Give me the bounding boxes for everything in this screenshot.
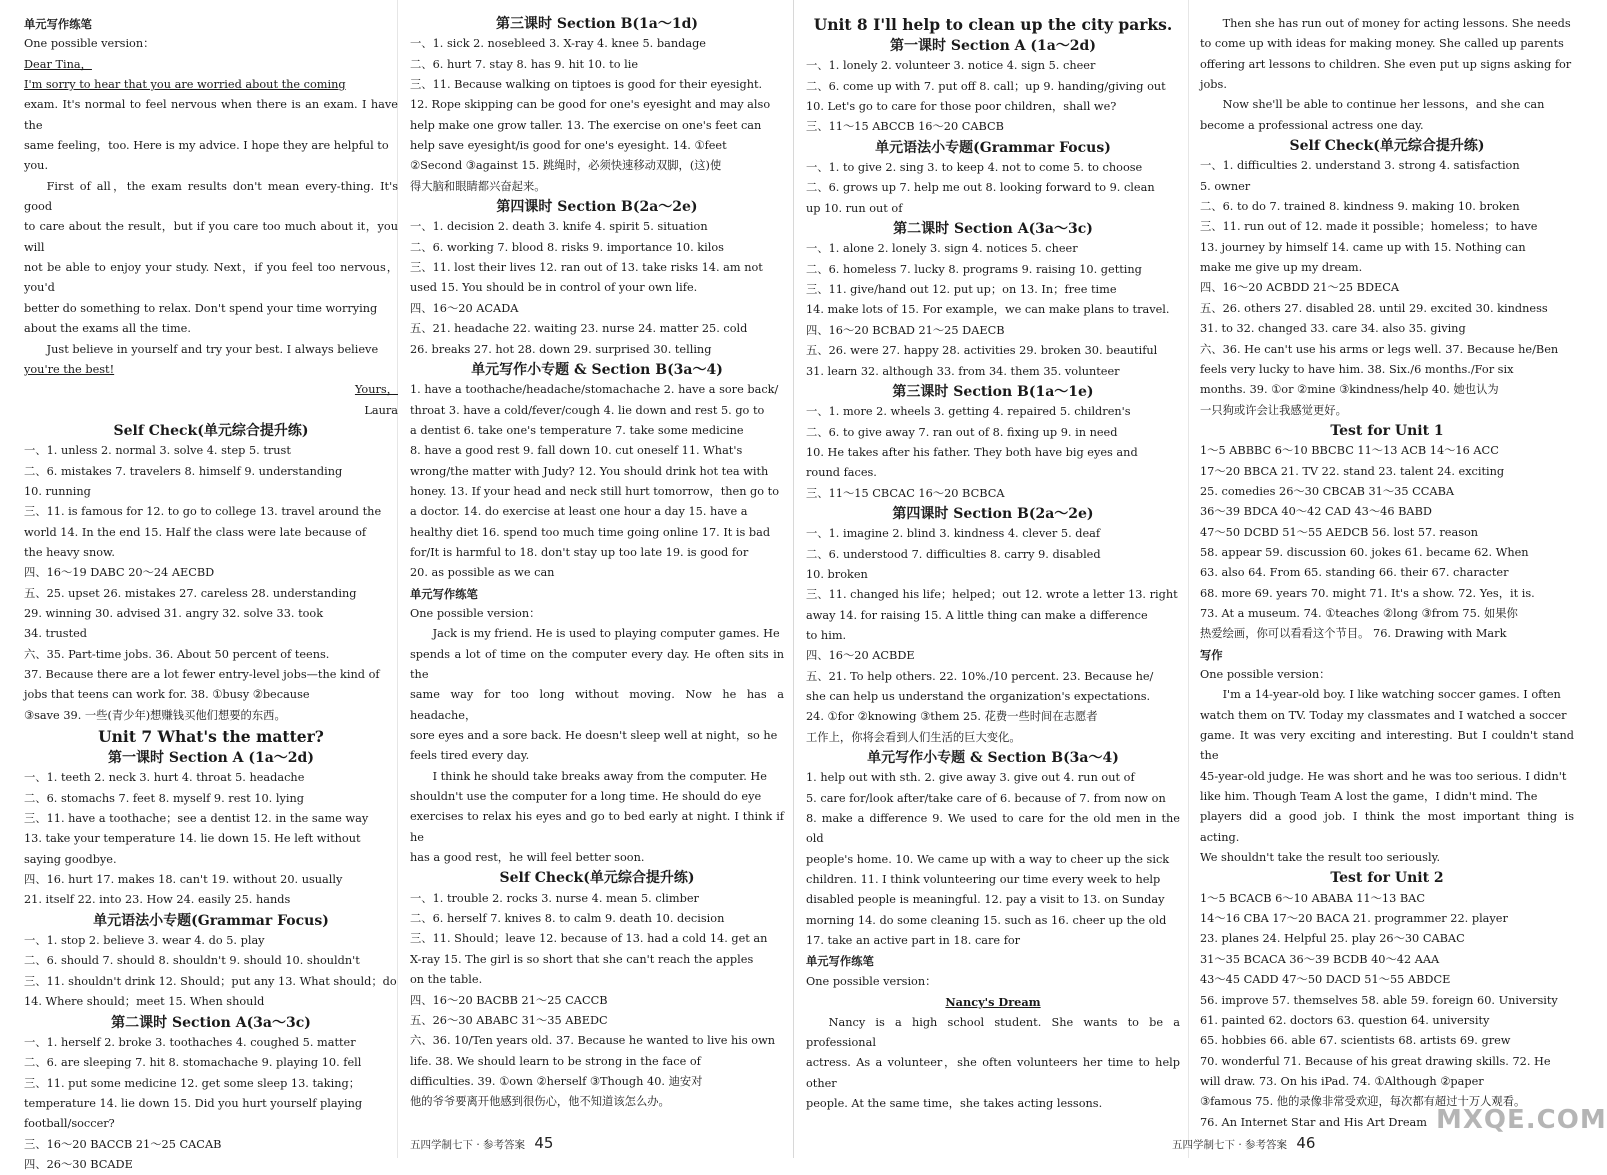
text-line: 1～5 ABBBC 6～10 BBCBC 11～13 ACB 14～16 ACC xyxy=(1200,444,1499,458)
text-line: throat 3. have a cold/fever/cough 4. lie down and rest 5. go to xyxy=(410,403,765,417)
text-line: 四、16～20 ACADA xyxy=(410,301,519,315)
text-line: 12. Rope skipping can be good for one's eyesight and may also xyxy=(410,98,771,112)
section-label: 单元写作练笔 xyxy=(410,586,478,601)
text-line: 13. take your temperature 14. lie down 15. He left without xyxy=(24,832,361,846)
text-line: 五、26. were 27. happy 28. activities 29. broken 30. beautiful xyxy=(806,344,1158,358)
text-line: 三、11. put some medicine 12. get some sleep 13. taking； xyxy=(24,1076,360,1090)
text-line: 四、16～19 DABC 20～24 AECBD xyxy=(24,566,215,580)
text-line: for/It is harmful to 18. don't stay up too late 19. is good for xyxy=(410,545,749,559)
text-line: world 14. In the end 15. Half the class were late because of xyxy=(24,525,367,539)
text-line: 他的爷爷要离开他感到很伤心，他不知道该怎么办。 xyxy=(410,1095,670,1109)
section-heading: 单元写作小专题 & Section B(3a～4) xyxy=(867,750,1119,767)
text-line: difficulties. 39. ①own ②herself ③Though 40. 迪安对 xyxy=(410,1074,703,1088)
text-line: 三、11. Because walking on tiptoes is good for their eyesight. xyxy=(410,78,763,92)
text-line: on the table. xyxy=(410,973,483,987)
text-line: 10. Let's go to care for those poor children，shall we? xyxy=(806,100,1117,114)
text-line: First of all，the exam results don't mean every-thing. It's good xyxy=(24,179,398,214)
text-line: We shouldn't take the result too seriously. xyxy=(1200,851,1441,865)
text-line: 31～35 BCACA 36～39 BCDB 40～42 AAA xyxy=(1200,952,1440,966)
text-line: 43～45 CADD 47～50 DACD 51～55 ABDCE xyxy=(1200,973,1451,987)
page-number: 46 xyxy=(1296,1134,1316,1152)
text-line: become a professional actress one day. xyxy=(1200,118,1424,132)
text-line: you're the best! xyxy=(24,362,115,376)
section-label: 单元写作练笔 xyxy=(806,954,874,969)
text-line: 73. At a museum. 74. ①teaches ②long ③from 75. 如果你 xyxy=(1200,606,1518,620)
section-heading: 第三课时 Section B(1a～1e) xyxy=(892,383,1094,400)
text-line: up 10. run out of xyxy=(806,201,903,215)
text-line: 23. planes 24. Helpful 25. play 26～30 CABAC xyxy=(1200,932,1465,946)
text-line: you. xyxy=(24,159,49,173)
section-heading: 单元写作小专题 & Section B(3a～4) xyxy=(471,361,723,378)
text-line: 三、11. give/hand out 12. put up；on 13. In；free time xyxy=(806,283,1117,297)
text-line: 三、11. have a toothache；see a dentist 12. in the same way xyxy=(24,812,369,826)
text-line: I think he should take breaks away from the computer. He xyxy=(432,769,767,783)
text-line: children. 11. I think volunteering our time every week to help xyxy=(806,873,1161,887)
text-line: 四、16～20 ACBDD 21～25 BDECA xyxy=(1200,281,1400,295)
site-watermark: MXQE.COM xyxy=(1436,1105,1607,1135)
text-line: 31. learn 32. although 33. from 34. them 35. volunteer xyxy=(806,364,1120,378)
text-line: a doctor. 14. do exercise at least one hour a day 15. have a xyxy=(410,505,748,519)
text-line: Yours， xyxy=(354,383,398,397)
text-line: spends a lot of time on the computer every day. He often sits in the xyxy=(410,647,784,681)
unit-title: Unit 8 I'll help to clean up the city parks. xyxy=(813,15,1173,34)
answer-column-3 xyxy=(806,14,1180,1132)
text-line: 47～50 DCBD 51～55 AEDCB 56. lost 57. reason xyxy=(1200,525,1479,539)
text-line: same way for too long without moving. Now he has a headache， xyxy=(410,688,784,722)
section-heading: 单元语法小专题(Grammar Focus) xyxy=(93,912,329,929)
text-line: 热爱绘画，你可以看看这个节目。 76. Drawing with Mark xyxy=(1200,627,1507,641)
section-heading: Self Check(单元综合提升练) xyxy=(499,870,695,887)
text-line: about the exams all the time. xyxy=(24,322,191,336)
text-line: 二、6. should 7. should 8. shouldn't 9. should 10. shouldn't xyxy=(24,954,360,968)
section-heading: 第四课时 Section B(2a～2e) xyxy=(892,505,1094,522)
text-line: feels tired every day. xyxy=(410,749,530,763)
text-line: feels very lucky to have him. 38. Six./6 months./For six xyxy=(1200,362,1514,376)
text-line: healthy diet 16. spend too much time going online 17. It is bad xyxy=(410,525,771,539)
text-line: 二、6. mistakes 7. travelers 8. himself 9. understanding xyxy=(24,464,343,478)
answer-column-4 xyxy=(1200,14,1574,1132)
text-line: 10. broken xyxy=(806,567,868,581)
text-line: Just believe in yourself and try your best. I always believe xyxy=(46,342,379,356)
text-line: 二、6. understood 7. difficulties 8. carry 9. disabled xyxy=(806,547,1101,561)
page-footer-right xyxy=(1172,1134,1315,1152)
text-line: 二、6. stomachs 7. feet 8. myself 9. rest 10. lying xyxy=(24,791,304,805)
text-line: I'm a 14-year-old boy. I like watching soccer games. I often xyxy=(1222,688,1561,702)
text-line: 一、1. difficulties 2. understand 3. strong 4. satisfaction xyxy=(1200,159,1520,173)
section-heading: Test for Unit 2 xyxy=(1330,870,1444,887)
unit-title: Unit 7 What's the matter? xyxy=(98,727,324,747)
text-line: like him. Though Team A lost the game，I didn't mind. The xyxy=(1200,790,1538,804)
text-line: 37. Because there are a lot fewer entry-level jobs—the kind of xyxy=(24,668,380,681)
footer-label: 五四学制七下 · 参考答案 xyxy=(410,1139,526,1151)
text-line: 65. hobbies 66. able 67. scientists 68. artists 69. grew xyxy=(1200,1034,1511,1048)
text-line: 四、16～20 ACBDE xyxy=(806,649,915,663)
text-line: Then she has run out of money for acting lessons. She needs xyxy=(1222,17,1571,30)
text-line: One possible version： xyxy=(410,606,541,620)
text-line: 76. An Internet Star and His Art Dream xyxy=(1200,1115,1428,1129)
text-line: disabled people is meaningful. 12. pay a visit to 13. on Sunday xyxy=(806,893,1165,907)
text-line: 一、1. to give 2. sing 3. to keep 4. not to come 5. to choose xyxy=(806,161,1143,175)
text-line: actress. As a volunteer，she often volunteers her time to help other xyxy=(806,1056,1180,1090)
text-line: 二、6. come up with 7. put off 8. call；up 9. handing/giving out xyxy=(806,79,1166,93)
text-line: wrong/the matter with Judy? 12. You should drink hot tea with xyxy=(410,464,769,478)
text-line: 二、6. to do 7. trained 8. kindness 9. making 10. broken xyxy=(1200,200,1520,214)
text-line: better do something to relax. Don't spend your time worrying xyxy=(24,301,378,315)
text-line: 五、21. To help others. 22. 10%./10 percent. 23. Because he/ xyxy=(806,669,1154,683)
text-line: make me give up my dream. xyxy=(1200,261,1363,275)
section-heading: 第二课时 Section A(3a～3c) xyxy=(111,1014,311,1031)
section-label: 单元写作练笔 xyxy=(24,17,92,31)
text-line: 三、11～15 ABCCB 16～20 CABCB xyxy=(806,120,1004,134)
text-line: help save eyesight/is good for one's eyesight. 14. ①feet xyxy=(410,139,727,153)
text-line: game. It was very exciting and interesting. But I couldn't stand the xyxy=(1200,729,1574,763)
text-line: 六、36. He can't use his arms or legs well. 37. Because he/Ben xyxy=(1200,342,1559,356)
text-line: people's home. 10. We came up with a way to cheer up the sick xyxy=(806,852,1170,866)
text-line: 26. breaks 27. hot 28. down 29. surprised 30. telling xyxy=(410,342,712,356)
text-line: 得大脑和眼睛都兴奋起来。 xyxy=(410,179,546,193)
text-line: 36～39 BDCA 40～42 CAD 43～46 BABD xyxy=(1200,505,1432,519)
page-gutter-right xyxy=(1188,0,1189,1158)
text-line: Now she'll be able to continue her lessons，and she can xyxy=(1222,98,1545,112)
text-line: 34. trusted xyxy=(24,627,88,641)
text-line: One possible version： xyxy=(1200,668,1331,681)
text-line: Dear Tina， xyxy=(24,57,92,71)
section-heading: 第三课时 Section B(1a～1d) xyxy=(495,16,698,32)
text-line: One possible version： xyxy=(806,974,937,988)
text-line: 17～20 BBCA 21. TV 22. stand 23. talent 24. exciting xyxy=(1200,464,1505,478)
text-line: Jack is my friend. He is used to playing computer games. He xyxy=(432,627,780,641)
text-line: 14～16 CBA 17～20 BACA 21. programmer 22. player xyxy=(1200,912,1508,926)
text-line: 20. as possible as we can xyxy=(410,566,555,580)
text-line: 二、6. working 7. blood 8. risks 9. importance 10. kilos xyxy=(410,240,724,254)
text-line: 17. take an active part in 18. care for xyxy=(806,934,1021,948)
text-line: 13. journey by himself 14. came up with 15. Nothing can xyxy=(1200,240,1526,254)
page-gutter-center xyxy=(793,0,794,1158)
answer-column-2 xyxy=(410,14,784,1132)
text-line: 一只狗或许会让我感觉更好。 xyxy=(1200,403,1347,417)
section-heading: 第一课时 Section A (1a～2d) xyxy=(108,750,314,767)
text-line: One possible version： xyxy=(24,37,155,51)
text-line: 14. Where should；meet 15. When should xyxy=(24,995,265,1009)
text-line: 一、1. teeth 2. neck 3. hurt 4. throat 5. headache xyxy=(24,771,305,785)
text-line: 二、6. grows up 7. help me out 8. looking forward to 9. clean xyxy=(806,181,1155,195)
section-heading: 第一课时 Section A (1a～2d) xyxy=(890,38,1096,54)
text-line: 10. He takes after his father. They both have big eyes and xyxy=(806,445,1138,459)
text-line: sore eyes and a sore back. He doesn't sleep well at night，so he xyxy=(410,729,778,743)
text-line: 三、11. is famous for 12. to go to college 13. travel around the xyxy=(24,505,382,519)
text-line: morning 14. do some cleaning 15. such as 16. cheer up the old xyxy=(806,913,1167,927)
text-line: X-ray 15. The girl is so short that she can't reach the apples xyxy=(410,952,754,966)
text-line: 29. winning 30. advised 31. angry 32. solve 33. took xyxy=(24,606,324,620)
text-line: 四、16～20 BACBB 21～25 CACCB xyxy=(410,993,608,1007)
text-line: 二、6. hurt 7. stay 8. has 9. hit 10. to lie xyxy=(410,57,639,71)
text-line: 45-year-old judge. He was short and he was too serious. I didn't xyxy=(1200,769,1567,783)
text-line: not be able to enjoy your study. Next，if you feel too nervous，you'd xyxy=(24,261,398,295)
text-line: round faces. xyxy=(806,466,877,480)
text-line: 63. also 64. From 65. standing 66. their 67. character xyxy=(1200,566,1509,580)
text-line: 三、16～20 BACCB 21～25 CACAB xyxy=(24,1137,222,1151)
text-line: watch them on TV. Today my classmates and I watched a soccer xyxy=(1200,708,1567,722)
text-line: 5. care for/look after/take care of 6. because of 7. from now on xyxy=(806,791,1166,805)
text-line: 五、26. others 27. disabled 28. until 29. excited 30. kindness xyxy=(1200,301,1548,315)
text-line: used 15. You should be in control of your own life. xyxy=(410,281,698,295)
text-line: will draw. 73. On his iPad. 74. ①Although ②paper xyxy=(1200,1074,1484,1088)
text-line: 24. ①for ②knowing ③them 25. 花费一些时间在志愿者 xyxy=(806,710,1098,724)
text-line: help make one grow taller. 13. The exercise on one's feet can xyxy=(410,118,762,132)
text-line: she can help us understand the organization's expectations. xyxy=(806,690,1151,703)
text-line: same feeling，too. Here is my advice. I hope they are helpful to xyxy=(24,139,389,153)
text-line: 31. to 32. changed 33. care 34. also 35. giving xyxy=(1200,322,1466,336)
text-line: 二、6. are sleeping 7. hit 8. stomachache 9. playing 10. fell xyxy=(24,1056,362,1070)
text-line: to come up with ideas for making money. She called up parents xyxy=(1200,37,1564,51)
text-line: jobs that teens can work for. 38. ①busy ②because xyxy=(24,688,310,702)
section-heading: 第二课时 Section A(3a～3c) xyxy=(893,221,1093,238)
text-line: 二、6. herself 7. knives 8. to calm 9. death 10. decision xyxy=(410,912,725,926)
footer-label: 五四学制七下 · 参考答案 xyxy=(1172,1139,1288,1151)
text-line: 一、1. alone 2. lonely 3. sign 4. notices 5. cheer xyxy=(806,242,1078,256)
text-line: offering art lessons to children. She even put up signs asking for xyxy=(1200,57,1572,71)
text-line: a dentist 6. take one's temperature 7. take some medicine xyxy=(410,423,744,437)
text-line: ③famous 75. 他的录像非常受欢迎，每次都有超过十万人观看。 xyxy=(1200,1095,1526,1109)
text-line: away 14. for raising 15. A little thing can make a difference xyxy=(806,608,1148,622)
text-line: Nancy's Dream xyxy=(945,995,1041,1010)
text-line: 10. running xyxy=(24,484,91,498)
text-line: 70. wonderful 71. Because of his great drawing skills. 72. He xyxy=(1200,1054,1551,1068)
text-line: 二、6. to give away 7. ran out of 8. fixing up 9. in need xyxy=(806,425,1118,439)
text-line: 六、35. Part-time jobs. 36. About 50 percent of teens. xyxy=(24,647,330,661)
text-line: temperature 14. lie down 15. Did you hurt yourself playing xyxy=(24,1096,363,1110)
text-line: 一、1. sick 2. nosebleed 3. X-ray 4. knee 5. bandage xyxy=(410,37,706,51)
text-line: 一、1. lonely 2. volunteer 3. notice 4. sign 5. cheer xyxy=(806,59,1096,73)
text-line: shouldn't use the computer for a long time. He should do eye xyxy=(410,790,762,804)
text-line: 一、1. unless 2. normal 3. solve 4. step 5. trust xyxy=(24,444,291,458)
text-line: ③save 39. 一些(青少年)想赚钱买他们想要的东西。 xyxy=(24,708,286,722)
text-line: months. 39. ①or ②mine ③kindness/help 40. 她也认为 xyxy=(1200,383,1499,397)
text-line: football/soccer? xyxy=(24,1117,115,1131)
text-line: 三、11. shouldn't drink 12. Should；put any 13. What should；do xyxy=(24,974,397,988)
text-line: Laura xyxy=(364,403,398,417)
section-heading: 第四课时 Section B(2a～2e) xyxy=(496,199,698,216)
text-line: 1. help out with sth. 2. give away 3. give out 4. run out of xyxy=(806,771,1135,785)
text-line: 8. have a good rest 9. fall down 10. cut oneself 11. What's xyxy=(410,444,743,458)
text-line: has a good rest，he will feel better soon. xyxy=(410,851,645,865)
text-line: to care about the result，but if you care too much about it，you will xyxy=(24,220,398,254)
text-line: 一、1. imagine 2. blind 3. kindness 4. clever 5. deaf xyxy=(806,527,1101,541)
text-line: 一、1. decision 2. death 3. knife 4. spirit 5. situation xyxy=(410,220,708,234)
text-line: people. At the same time，she takes acting lessons. xyxy=(806,1096,1103,1110)
text-line: 1～5 BCACB 6～10 ABABA 11～13 BAC xyxy=(1200,891,1425,905)
text-line: 三、11. run out of 12. made it possible；homeless；to have xyxy=(1200,220,1538,234)
text-line: 5. owner xyxy=(1200,179,1251,193)
text-line: saying goodbye. xyxy=(24,852,117,866)
section-heading: 单元语法小专题(Grammar Focus) xyxy=(875,139,1111,156)
text-line: 四、16. hurt 17. makes 18. can't 19. without 20. usually xyxy=(24,873,343,887)
text-line: players did a good job. I think the most important thing is acting. xyxy=(1200,810,1574,844)
text-line: 21. itself 22. into 23. How 24. easily 25. hands xyxy=(24,893,291,907)
text-line: life. 38. We should learn to be strong in the face of xyxy=(410,1054,701,1068)
text-line: 61. painted 62. doctors 63. question 64. university xyxy=(1200,1013,1490,1027)
text-line: 56. improve 57. themselves 58. able 59. foreign 60. University xyxy=(1200,993,1558,1007)
text-line: 三、11. Should；leave 12. because of 13. had a cold 14. get an xyxy=(410,932,768,946)
text-line: 五、25. upset 26. mistakes 27. careless 28. understanding xyxy=(24,586,357,600)
page-footer-left xyxy=(410,1134,553,1152)
section-heading: Test for Unit 1 xyxy=(1330,422,1444,439)
text-line: 三、11～15 CBCAC 16～20 BCBCA xyxy=(806,486,1005,500)
section-heading: Self Check(单元综合提升练) xyxy=(113,422,309,439)
text-line: 58. appear 59. discussion 60. jokes 61. became 62. When xyxy=(1200,545,1529,559)
text-line: honey. 13. If your head and neck still hurt tomorrow，then go to xyxy=(410,484,780,498)
text-line: 68. more 69. years 70. might 71. It's a show. 72. Yes，it is. xyxy=(1200,586,1535,600)
text-line: 1. have a toothache/headache/stomachache 2. have a sore back/ xyxy=(410,383,779,397)
text-line: to him. xyxy=(806,628,847,642)
text-line: 一、1. more 2. wheels 3. getting 4. repaired 5. children's xyxy=(806,405,1131,419)
page-number: 45 xyxy=(534,1134,554,1152)
text-line: 一、1. trouble 2. rocks 3. nurse 4. mean 5. climber xyxy=(410,891,699,905)
text-line: 一、1. herself 2. broke 3. toothaches 4. coughed 5. matter xyxy=(24,1035,356,1049)
section-heading: Self Check(单元综合提升练) xyxy=(1289,138,1485,155)
text-line: jobs. xyxy=(1200,78,1227,92)
text-line: 8. make a difference 9. We used to care for the old men in the old xyxy=(806,812,1180,846)
text-line: 工作上，你将会看到人们生活的巨大变化。 xyxy=(806,730,1021,744)
text-line: 一、1. stop 2. believe 3. wear 4. do 5. play xyxy=(24,934,265,948)
text-line: exam. It's normal to feel nervous when there is an exam. I have the xyxy=(24,98,398,132)
text-line: 二、6. homeless 7. lucky 8. programs 9. raising 10. getting xyxy=(806,262,1142,276)
text-line: 14. make lots of 15. For example，we can make plans to travel. xyxy=(806,303,1170,317)
text-line: 25. comedies 26～30 CBCAB 31～35 CCABA xyxy=(1200,484,1455,498)
text-line: Nancy is a high school student. She wants to be a professional xyxy=(806,1015,1180,1049)
text-line: the heavy snow. xyxy=(24,545,115,559)
text-line: I'm sorry to hear that you are worried about the coming xyxy=(24,78,346,92)
text-line: 六、36. 10/Ten years old. 37. Because he wanted to live his own xyxy=(410,1034,776,1048)
text-line: exercises to relax his eyes and go to bed early at night. I think if he xyxy=(410,810,784,844)
text-line: 五、21. headache 22. waiting 23. nurse 24. matter 25. cold xyxy=(410,322,748,336)
text-line: 四、16～20 BCBAD 21～25 DAECB xyxy=(806,323,1005,337)
text-line: ②Second ③against 15. 跳绳时，必须快速移动双脚，(这)使 xyxy=(410,159,722,173)
text-line: 三、11. lost their lives 12. ran out of 13. take risks 14. am not xyxy=(410,261,763,275)
text-line: 四、26～30 BCADE xyxy=(24,1157,133,1171)
answer-column-1 xyxy=(24,14,398,1171)
text-line: 五、26～30 ABABC 31～35 ABEDC xyxy=(410,1013,608,1027)
text-line: 三、11. changed his life；helped；out 12. wrote a letter 13. right xyxy=(806,588,1178,602)
section-label: 写作 xyxy=(1200,647,1223,662)
